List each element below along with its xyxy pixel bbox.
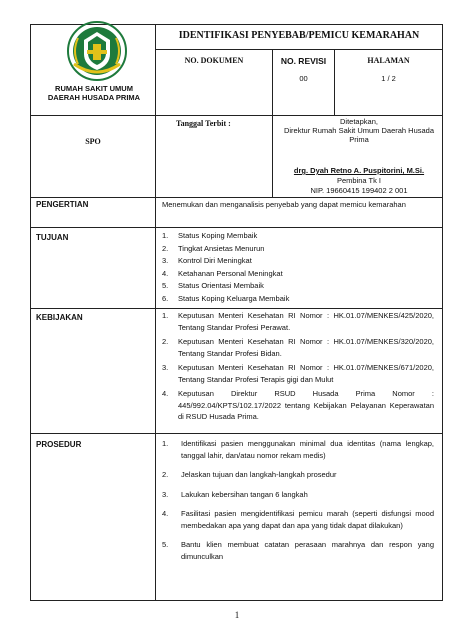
list-item: 3. Kontrol Diri Meningkat [162, 256, 252, 265]
list-item: 1. Status Koping Membaik [162, 231, 258, 240]
list-item: 4. Fasilitasi pasien mengidentifikasi pemicu marah (seperti disfungsi mood membedakan apa yang dapat dan apa yang tidak dapat dilakukan) [162, 509, 434, 530]
tujuan-bottom [30, 308, 443, 309]
column-divider [155, 24, 156, 601]
revision-value: 00 [299, 74, 308, 83]
prosedur-list [162, 438, 434, 562]
tujuan-list [162, 230, 434, 305]
pengertian-text: Menemukan dan menganalisis penyebab yang dapat memicu kemarahan [162, 200, 406, 209]
list-item: 3. Keputusan Menteri Kesehatan RI Nomor : HK.01.07/MENKES/671/2020, Tentang Standar Profesi Terapis gigi dan Mulut [162, 363, 434, 384]
spo-bottom [30, 197, 443, 198]
prosedur-label: PROSEDUR [36, 440, 82, 449]
pengertian-label: PENGERTIAN [36, 200, 89, 209]
list-item: 1. Identifikasi pasien menggunakan minimal dua identitas (nama lengkap, tanggal lahir, dan/atau nomor rekam medis) [162, 439, 434, 460]
border-right [442, 24, 443, 601]
page-number: 1 [234, 610, 240, 620]
revision-label: NO. REVISI [280, 56, 327, 66]
tujuan-label: TUJUAN [36, 233, 69, 242]
kebijakan-list [162, 310, 434, 423]
pengertian-bottom [30, 227, 443, 228]
title-underline [155, 49, 443, 50]
header-bottom [30, 115, 443, 116]
kebijakan-label: KEBIJAKAN [36, 313, 83, 322]
list-item: 5. Bantu klien membuat catatan perasaan marahnya dan respon yang dimunculkan [162, 540, 434, 561]
list-item: 5. Status Orientasi Membaik [162, 281, 264, 290]
page-value: 1 / 2 [381, 74, 396, 83]
hospital-logo [66, 20, 128, 82]
list-item: 4. Keputusan Direktur RSUD Husada Prima Nomor : 445/992.04/KPTS/102.17/2022 tentang Kebijakan Pelayanan Keperawatan di RSUD Husada Prima. [162, 389, 434, 421]
list-item: 2. Tingkat Ansietas Menurun [162, 243, 265, 253]
list-item: 6. Status Koping Keluarga Membaik [162, 293, 290, 303]
list-item: 2. Keputusan Menteri Kesehatan RI Nomor : HK.01.07/MENKES/320/2020, Tentang Standar Profesi Bidan. [162, 337, 434, 358]
spo-label: SPO [85, 137, 101, 146]
date-issued-label: Tanggal Terbit : [176, 119, 231, 128]
kebijakan-bottom [30, 433, 443, 434]
approval-text [276, 117, 442, 144]
doc-number-label: NO. DOKUMEN [184, 56, 244, 65]
list-item: 3. Lakukan kebersihan tangan 6 langkah [162, 489, 308, 499]
document-title: IDENTIFIKASI PENYEBAB/PEMICU KEMARAHAN [178, 30, 420, 41]
list-item: 2. Jelaskan tujuan dan langkah-langkah prosedur [162, 470, 337, 479]
list-item: 4. Ketahanan Personal Meningkat [162, 268, 283, 278]
signer-block [276, 166, 442, 196]
signer-nip: NIP. 19660415 199402 2 001 [310, 186, 408, 195]
list-item: 1. Keputusan Menteri Kesehatan RI Nomor : HK.01.07/MENKES/425/2020, Tentang Standar Profesi Perawat. [162, 311, 434, 332]
approval-line-1: Ditetapkan, [340, 117, 378, 126]
hospital-name: RUMAH SAKIT UMUM DAERAH HUSADA PRIMA [47, 84, 141, 102]
approval-line-2: Direktur Rumah Sakit Umum Daerah Husada Prima [283, 126, 435, 144]
page-label: HALAMAN [367, 56, 410, 65]
border-bottom [30, 600, 443, 601]
signer-rank: Pembina Tk I [336, 176, 382, 185]
spo-divider [272, 115, 273, 198]
border-left [30, 24, 31, 601]
signer-name: drg. Dyah Retno A. Puspitorini, M.Si. [293, 166, 425, 175]
